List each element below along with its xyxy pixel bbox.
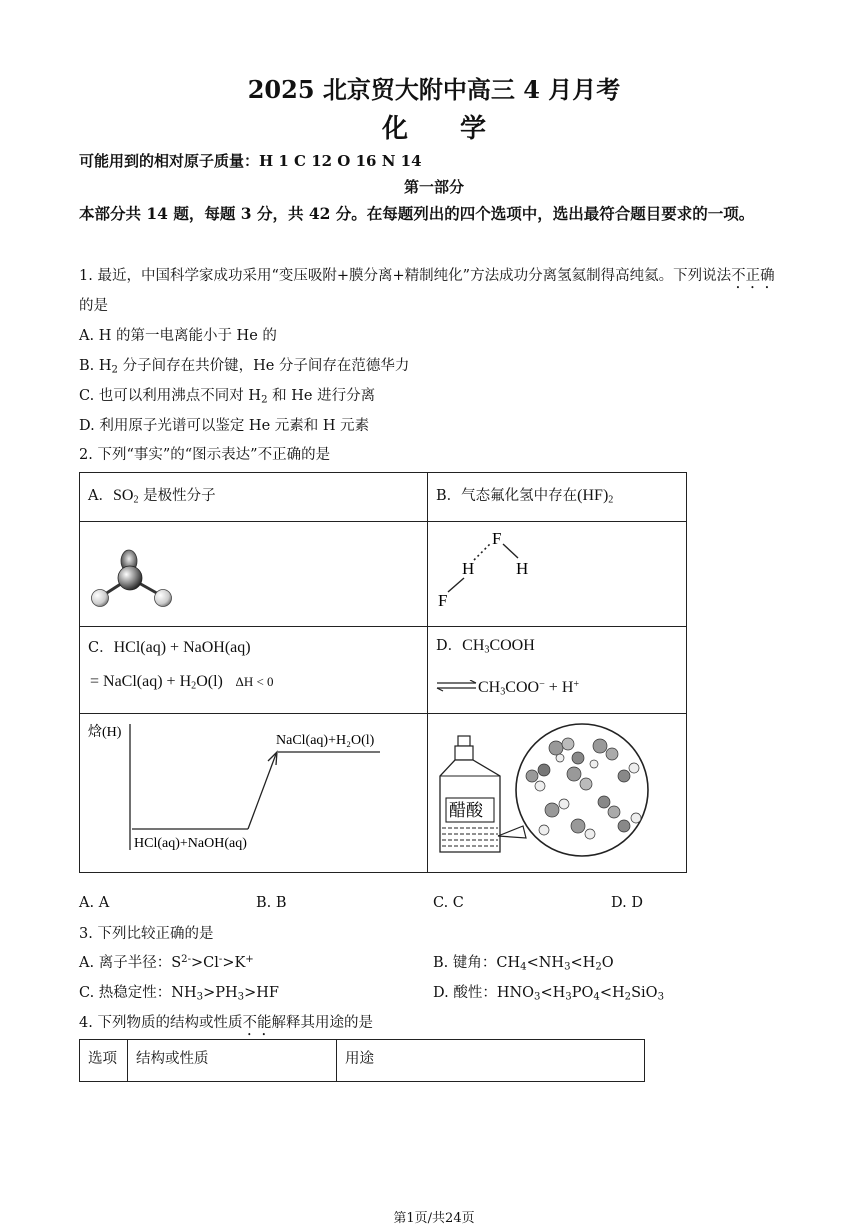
q2-choice-c: C. C (433, 895, 464, 911)
q1-option-b: B. $H_2$ 分子间存在共价键，He 分子间存在范德华力 (79, 358, 410, 376)
q2-cell-a-figure (80, 522, 428, 627)
hf-atom-h2: H (516, 559, 529, 578)
q1-option-c: C. 也可以利用沸点不同对 $H_2$ 和 He 进行分离 (79, 388, 376, 406)
product-label: NaCl(aq)+H₂O(l) (276, 733, 375, 748)
q1-stem: 1. 最近，中国科学家成功采用“变压吸附+膜分离+精制纯化”方法成功分离氢氦制得高纯氦。下列说法不正确的是 (79, 268, 775, 314)
exam-title: 2025 北京贸大附中高三 4 月月考 (247, 75, 621, 104)
hydrogen-bond (474, 544, 490, 560)
magnified-view (516, 724, 648, 856)
q3-stem: 3. 下列比较正确的是 (79, 926, 214, 942)
q2-cell-c-figure (80, 714, 428, 873)
q4-header-property: 结构或性质 (128, 1040, 337, 1082)
section-instructions: 本部分共 14 题，每题 3 分，共 42 分。在每题列出的四个选项中，选出最符合题目要求的一项。 (79, 204, 755, 223)
q3-option-c: C. 热稳定性：$NH_3>PH_3>HF$ (79, 985, 279, 1003)
q3-option-d: D. 酸性：$HNO_3<H_3PO_4<H_2SiO_3$ (433, 985, 665, 1003)
so2-molecule-figure (80, 522, 200, 622)
q2-choice-b: B. B (256, 895, 287, 911)
subject-title: 化 学 (381, 114, 486, 144)
section-title: 第一部分 (403, 178, 464, 196)
bottle-label: 醋酸 (449, 801, 483, 820)
q4-header-use: 用途 (337, 1040, 645, 1082)
atomic-mass-line: 可能用到的相对原子质量：H 1 C 12 O 16 N 14 (79, 152, 422, 170)
q3-option-a: A. 离子半径：$S^{2-}>Cl^->K^+$ (79, 953, 254, 971)
q1-option-d: D. 利用原子光谱可以鉴定 He 元素和 H 元素 (79, 418, 370, 434)
q2-cell-d-label: D．$CH_3COOH$ $CH_3COO^- + H^+$ (428, 627, 687, 714)
hf-atom-h1: H (462, 559, 475, 578)
q2-cell-c-label: C．HCl(aq) + NaOH(aq) = NaCl(aq) + $H_2O(l) \Delta H < 0$ (80, 627, 428, 714)
q2-cell-a-label: A．$SO_2$ 是极性分子 (80, 473, 428, 522)
hf-dimer-figure (428, 522, 568, 622)
enthalpy-axis-label: 焓(H) (88, 725, 122, 740)
q4-table (79, 1039, 645, 1082)
q2-cell-b-figure (428, 522, 687, 627)
q2-cell-b-label: B．气态氟化氢中存在$(HF)_2$ (428, 473, 687, 522)
q2-options-table (79, 472, 687, 873)
q1-emphasis: 不正确 (731, 268, 775, 284)
page-footer: 第1页/共24页 (393, 1211, 475, 1226)
q4-header-option: 选项 (80, 1040, 128, 1082)
hf-atom-f2: F (438, 591, 448, 610)
q4-emphasis: 不能 (242, 1015, 272, 1031)
hf-atom-f1: F (492, 529, 502, 548)
q2-choice-d: D. D (611, 895, 643, 911)
equilibrium-arrow (436, 671, 478, 705)
q3-option-b: B. 键角：$CH_4<NH_3<H_2O$ (433, 955, 614, 973)
acetic-acid-figure (428, 714, 686, 868)
q1-option-a: A. H 的第一电离能小于 He 的 (79, 328, 277, 344)
q2-choice-a: A. A (79, 895, 110, 911)
reactant-label: HCl(aq)+NaOH(aq) (134, 836, 247, 851)
reaction-arrow (248, 754, 276, 829)
q4-stem: 4. 下列物质的结构或性质不能解释其用途的是 (79, 1015, 373, 1031)
q2-cell-d-figure (428, 714, 687, 873)
enthalpy-diagram (80, 714, 426, 868)
q2-stem: 2. 下列“事实”的“图示表达”不正确的是 (79, 447, 331, 463)
